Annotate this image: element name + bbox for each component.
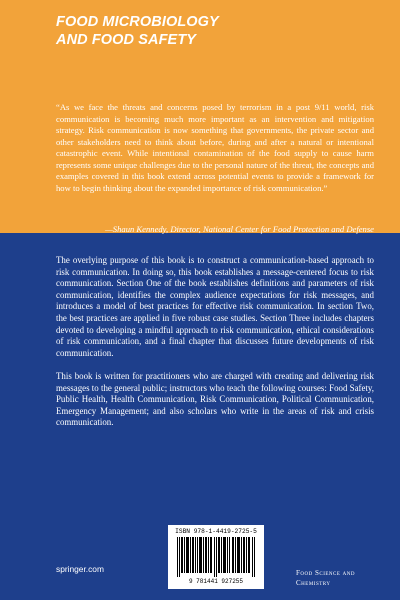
barcode-bars bbox=[177, 537, 257, 577]
subject-line2: Chemistry bbox=[296, 578, 331, 587]
isbn-label: ISBN 978-1-4419-2725-5 bbox=[175, 528, 257, 535]
barcode-digits: 9 781441 927255 bbox=[188, 578, 243, 585]
isbn-barcode bbox=[168, 525, 264, 589]
quote-attribution: —Shaun Kennedy, Director, National Center for Food Protection and Defense bbox=[105, 224, 374, 234]
series-title-line1: FOOD MICROBIOLOGY bbox=[56, 14, 219, 30]
subject-category bbox=[296, 569, 386, 588]
subject-line1: Food Science and bbox=[296, 569, 356, 577]
series-title-line2: AND FOOD SAFETY bbox=[56, 32, 197, 48]
description-paragraph-2: This book is written for practitioners who are charged with creating and delivering risk messages to the general public; instructors who teach the following courses: Food Safety, Public Health, Health Communication, Risk Communication, Political Communication, Emergency Management; and also scholars who write in the areas of risk and crisis communication. bbox=[56, 371, 374, 428]
series-title bbox=[56, 13, 386, 49]
publisher-url: springer.com bbox=[56, 564, 104, 574]
endorsement-quote: “As we face the threats and concerns posed by terrorism in a post 9/11 world, risk communication is becoming much more important as an intervention and mitigation strategy. Risk communication is now something that governments, the private sector and other stakeholders need to think about before, during and after a natural or intentional catastrophic event. While intentional contamination of the food supply to cause harm represents some unique challenges due to the personal nature of the threat, the concepts and examples covered in this book extend across potential events to provide a framework for how to begin thinking about the expanded importance of risk communication.” bbox=[56, 102, 374, 193]
description-paragraph-1: The overlying purpose of this book is to construct a communication-based approach to risk communication. In doing so, this book establishes a message-centered focus to risk communication. Section One of the book establishes definitions and parameters of risk communication, identifies the complex audience expectations for risk messages, and introduces a model of best practices for effective risk communication. In section Two, the best practices are applied in five robust case studies. Section Three includes chapters devoted to developing a mindful approach to risk communication, ethical considerations of risk communication, and a final chapter that discusses future developments of risk communication. bbox=[56, 255, 374, 358]
